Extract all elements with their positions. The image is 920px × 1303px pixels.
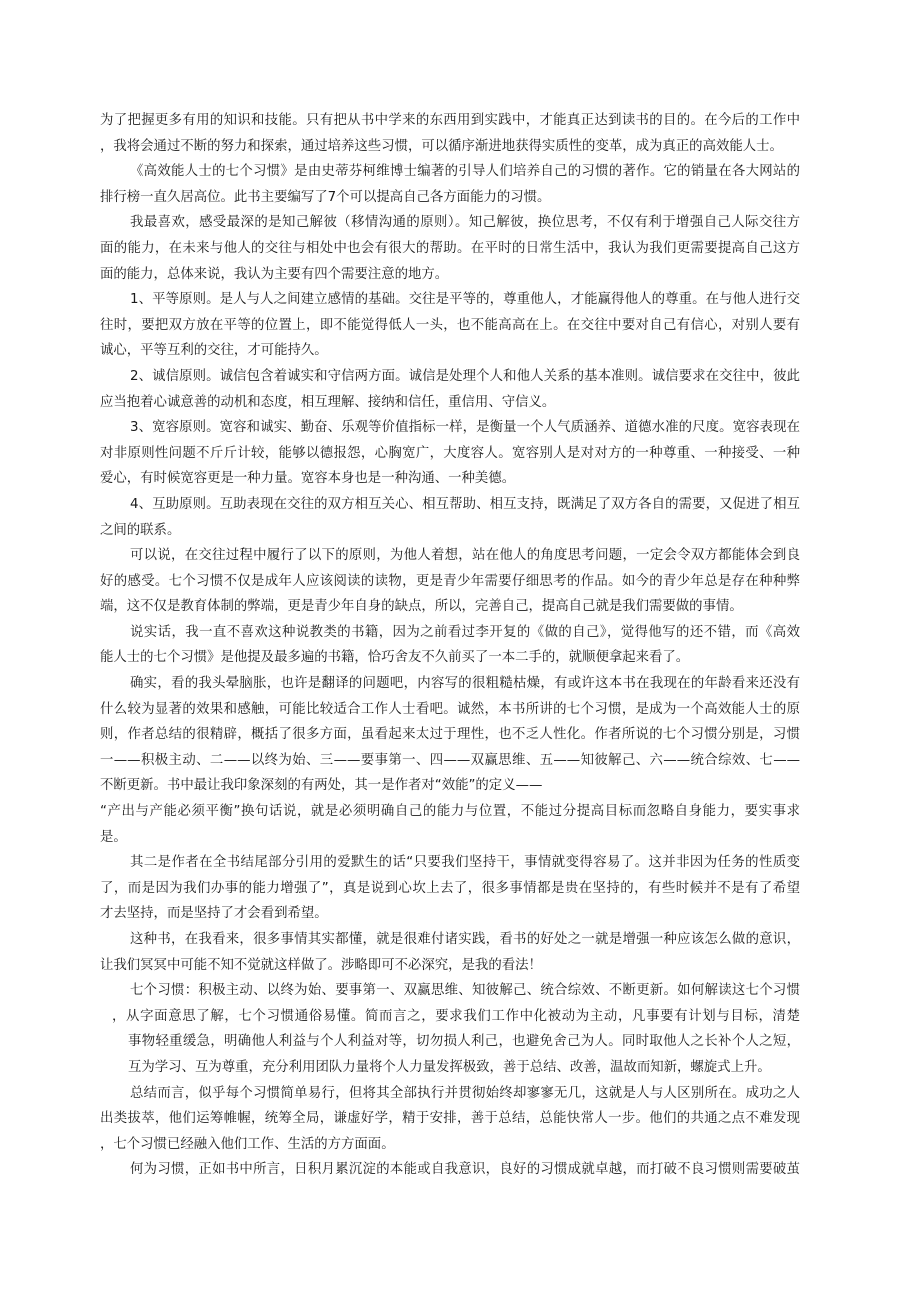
text-line: 面的能力，总体来说，我认为主要有四个需要注意的地方。 bbox=[100, 266, 449, 282]
text-line: 2、诚信原则。诚信包含着诚实和守信两方面。诚信是处理个人和他人关系的基本准则。诚信要求在交往中，彼此 bbox=[130, 368, 800, 384]
text-line: 可以说，在交往过程中履行了以下的原则，为他人着想，站在他人的角度思考问题，一定会令双方都能体会到良 bbox=[130, 548, 800, 564]
text-line: 好的感受。七个习惯不仅是成年人应该阅读的读物，更是青少年需要仔细思考的作品。如今的青少年总是存在种种弊 bbox=[100, 573, 800, 589]
text-line: 互为学习、互为尊重，充分利用团队力量将个人力量发挥极致，善于总结、改善，温故而知新，螺旋式上升。 bbox=[128, 1059, 771, 1075]
text-line: 事物轻重缓急，明确他人利益与个人利益对等，切勿损人利己，也避免舍己为人。同时取他人之长补个人之短， bbox=[128, 1034, 800, 1050]
text-line: 则，作者总结的很精辟，概括了很多方面，虽看起来太过于理性，也不乏人性化。作者所说的七个习惯分别是，习惯 bbox=[100, 727, 800, 743]
text-line: 才去坚持，而是坚持了才会看到希望。 bbox=[100, 906, 328, 922]
text-line: 何为习惯，正如书中所言，日积月累沉淀的本能或自我意识，良好的习惯成就卓越，而打破不良习惯则需要破茧 bbox=[130, 1162, 800, 1178]
text-line: 3、宽容原则。宽容和诚实、勤奋、乐观等价值指标一样，是衡量一个人气质涵养、道德水准的尺度。宽容表现在 bbox=[130, 420, 800, 436]
text-line: ，从字面意思了解，七个习惯通俗易懂。简而言之，要求我们工作中化被动为主动，凡事要有计划与目标，清楚 bbox=[112, 1008, 800, 1024]
document-page bbox=[100, 108, 800, 1183]
text-line: 往时，要把双方放在平等的位置上，即不能觉得低人一头，也不能高高在上。在交往中要对自己有信心，对别人要有 bbox=[100, 317, 800, 333]
text-line: 七个习惯：积极主动、以终为始、要事第一、双赢思维、知彼解己、统合综效、不断更新。如何解读这七个习惯 bbox=[130, 983, 800, 999]
text-line: 4、互助原则。互助表现在交往的双方相互关心、相互帮助、相互支持，既满足了双方各自的需要，又促进了相互 bbox=[130, 496, 800, 512]
text-line: 应当抱着心诚意善的动机和态度，相互理解、接纳和信任，重信用、守信义。 bbox=[100, 394, 556, 410]
text-line: 爱心，有时候宽容更是一种力量。宽容本身也是一种沟通、一种美德。 bbox=[100, 471, 516, 487]
text-line: ，七个习惯已经融入他们工作、生活的方方面面。 bbox=[100, 1136, 395, 1152]
text-line: 端，这不仅是教育体制的弊端，更是青少年自身的缺点，所以，完善自己，提高自己就是我们需要做的事情。 bbox=[100, 599, 743, 615]
text-line: 之间的联系。 bbox=[100, 522, 181, 538]
text-line: 一——积极主动、二——以终为始、三——要事第一、四——双赢思维、五——知彼解己、六——统合综效、七—— bbox=[100, 752, 800, 768]
text-line: 1、平等原则。是人与人之间建立感情的基础。交往是平等的，尊重他人，才能赢得他人的尊重。在与他人进行交 bbox=[130, 292, 800, 308]
text-line: 《高效能人士的七个习惯》是由史蒂芬柯维博士编著的引导人们培养自己的习惯的著作。它的销量在各大网站的 bbox=[130, 164, 800, 180]
text-line: 什么较为显著的效果和感触，可能比较适合工作人士看吧。诚然，本书所讲的七个习惯，是成为一个高效能人士的原 bbox=[100, 701, 800, 717]
text-line: 能人士的七个习惯》是他提及最多遍的书籍，恰巧舍友不久前买了一本二手的，就顺便拿起来看了。 bbox=[100, 650, 690, 666]
text-line: 让我们冥冥中可能不知不觉就这样做了。涉略即可不必深究，是我的看法！ bbox=[100, 957, 542, 973]
text-line: 诚心，平等互利的交往，才可能持久。 bbox=[100, 343, 328, 359]
text-line: 不断更新。书中最让我印象深刻的有两处，其一是作者对“效能”的定义—— bbox=[100, 778, 543, 794]
text-line: 确实，看的我头晕脑胀，也许是翻译的问题吧，内容写的很粗糙枯燥，有或许这本书在我现在的年龄看来还没有 bbox=[130, 676, 800, 692]
text-line: 排行榜一直久居高位。此书主要编写了7个可以提高自己各方面能力的习惯。 bbox=[100, 189, 551, 205]
text-line: 这种书，在我看来，很多事情其实都懂，就是很难付诸实践，看书的好处之一就是增强一种应该怎么做的意识， bbox=[130, 932, 800, 947]
text-line: 出类拔萃，他们运筹帷幄，统筹全局，谦虚好学，精于安排，善于总结，总能快常人一步。他们的共通之点不难发现 bbox=[100, 1111, 800, 1127]
text-line: 我最喜欢，感受最深的是知己解彼（移情沟通的原则）。知己解彼，换位思考，不仅有利于增强自己人际交往方 bbox=[130, 215, 800, 231]
text-line: ，我将会通过不断的努力和探索，通过培养这些习惯，可以循序渐进地获得实质性的变革，成为真正的高效能人士。 bbox=[100, 138, 783, 154]
text-line: “产出与产能必须平衡”换句话说，就是必须明确自己的能力与位置，不能过分提高目标而忽略自身能力，要实事求 bbox=[100, 804, 800, 820]
text-line: 对非原则性问题不斤斤计较，能够以德报怨，心胸宽广，大度容人。宽容别人是对对方的一种尊重、一种接受、一种 bbox=[100, 445, 800, 461]
text-line: 是。 bbox=[100, 829, 127, 845]
text-line: 了，而是因为我们办事的能力增强了”，真是说到心坎上去了，很多事情都是贵在坚持的，有些时候并不是有了希望 bbox=[100, 880, 800, 896]
text-line: 其二是作者在全书结尾部分引用的爱默生的话“只要我们坚持干，事情就变得容易了。这并非因为任务的性质变 bbox=[130, 855, 800, 871]
text-line: 说实话，我一直不喜欢这种说教类的书籍，因为之前看过李开复的《做的自己》，觉得他写的还不错，而《高效 bbox=[130, 624, 800, 640]
text-line: 面的能力，在未来与他人的交往与相处中也会有很大的帮助。在平时的日常生活中，我认为我们更需要提高自己这方 bbox=[100, 240, 800, 256]
text-line: 为了把握更多有用的知识和技能。只有把从书中学来的东西用到实践中，才能真正达到读书的目的。在今后的工作中 bbox=[100, 113, 800, 128]
text-line: 总结而言，似乎每个习惯简单易行，但将其全部执行并贯彻始终却寥寥无几，这就是人与人区别所在。成功之人 bbox=[130, 1085, 800, 1101]
